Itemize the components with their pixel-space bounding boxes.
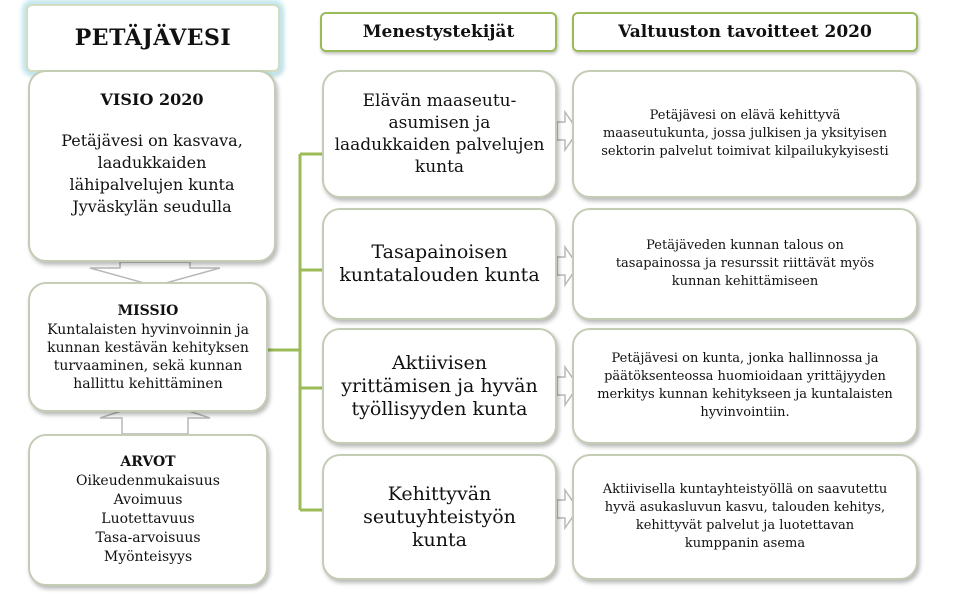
goal-line: sektorin palvelut toimivat kilpailukykyisesti xyxy=(601,144,889,159)
arvot-item: Oikeudenmukaisuus xyxy=(75,473,220,489)
missio-line: kunnan kestävän kehityksen xyxy=(47,340,249,356)
visio-line: laadukkaiden xyxy=(97,153,207,172)
goal-line: hyvinvointiin. xyxy=(700,405,790,420)
factor-line: kunta xyxy=(412,528,467,551)
goal-box-1 xyxy=(572,70,918,198)
arvot-item: Myönteisyys xyxy=(103,549,193,565)
arvot-item: Luotettavuus xyxy=(101,511,195,527)
visio-line: Jyväskylän seudulla xyxy=(72,197,232,216)
goal-box-4 xyxy=(572,454,918,580)
goal-line: kunnan kehittämiseen xyxy=(671,274,819,289)
arvot-box xyxy=(28,434,268,586)
factor-box-3 xyxy=(322,328,557,444)
arvot-item: Avoimuus xyxy=(113,492,183,508)
missio-line: turvaaminen, sekä kunnan xyxy=(53,358,243,374)
missio-line: Kuntalaisten hyvinvoinnin ja xyxy=(47,322,249,338)
factor-line: Aktiivisen xyxy=(391,351,488,374)
factor-line: Tasapainoisen xyxy=(371,241,508,263)
visio-line: Petäjävesi on kasvava, xyxy=(61,131,243,150)
header-success-factors: Menestystekijät xyxy=(320,12,557,52)
goal-line: tasapainossa ja resurssit riittävät myös xyxy=(615,256,875,271)
page-title: PETÄJÄVESI xyxy=(26,4,280,72)
factor-line: yrittämisen ja hyvän xyxy=(341,374,538,397)
goal-line: kumppanin asema xyxy=(684,536,806,551)
factor-box-4 xyxy=(322,454,557,580)
factor-line: kuntatalouden kunta xyxy=(339,264,540,286)
goal-line: Petäjävesi on kunta, jonka hallinnossa ja xyxy=(611,351,879,366)
visio-title: VISIO 2020 xyxy=(100,90,204,109)
factor-line: Elävän maaseutu- xyxy=(362,91,517,111)
goal-box-2 xyxy=(572,208,918,320)
factor-line: työllisyyden kunta xyxy=(351,397,528,420)
goal-line: maaseutukunta, jossa julkisen ja yksityisen xyxy=(602,126,887,141)
visio-box xyxy=(28,70,276,262)
goal-line: Petäjäveden kunnan talous on xyxy=(646,238,844,253)
factor-line: Kehittyvän xyxy=(387,482,492,505)
missio-line: hallittu kehittäminen xyxy=(73,376,223,392)
arvot-item: Tasa-arvoisuus xyxy=(95,530,201,546)
goal-line: kehittyvät palvelut ja luotettavan xyxy=(635,518,855,533)
header-council-goals: Valtuuston tavoitteet 2020 xyxy=(572,12,918,52)
goal-line: Petäjävesi on elävä kehittyvä xyxy=(649,108,841,123)
missio-box xyxy=(28,282,268,412)
goal-line: hyvä asukasluvun kasvu, talouden kehitys, xyxy=(604,500,886,515)
arvot-title: ARVOT xyxy=(120,454,176,470)
missio-connector-lines xyxy=(268,154,322,510)
factor-box-1 xyxy=(322,70,557,198)
goal-box-3 xyxy=(572,328,918,444)
missio-title: MISSIO xyxy=(117,303,179,319)
factor-line: kunta xyxy=(414,157,465,177)
factor-box-2 xyxy=(322,208,557,320)
goal-line: Aktiivisella kuntayhteistyöllä on saavutettu xyxy=(602,482,888,497)
factor-line: asumisen ja xyxy=(388,113,491,133)
visio-line: lähipalvelujen kunta xyxy=(69,175,235,194)
goal-line: päätöksenteossa huomioidaan yrittäjyyden xyxy=(604,369,886,384)
goal-line: merkitys kunnan kehitykseen ja kuntalaisten xyxy=(597,387,893,402)
factor-line: laadukkaiden palvelujen xyxy=(334,135,545,155)
factor-line: seutuyhteistyön xyxy=(363,505,516,528)
